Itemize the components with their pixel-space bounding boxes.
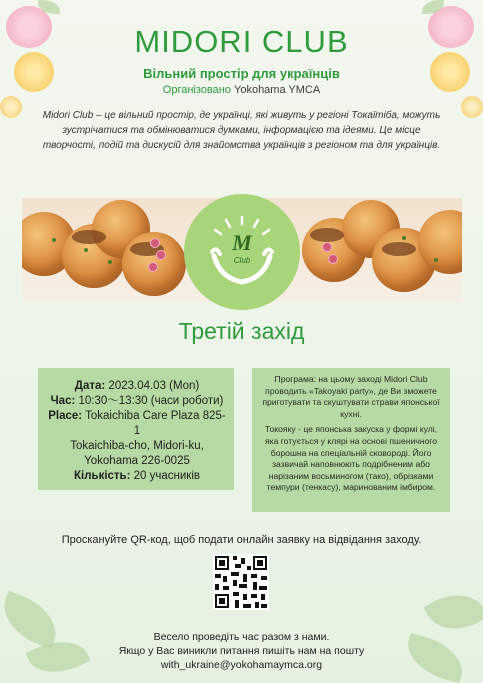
club-logo bbox=[184, 194, 300, 310]
yellow-flower-decoration bbox=[461, 96, 483, 118]
date-label: Дата: bbox=[74, 380, 106, 392]
footer-line-1: Весело проведіть час разом з нами. bbox=[153, 631, 330, 643]
place-line-1: Tokaichiba Care Plaza 825-1 bbox=[85, 410, 226, 437]
count-row bbox=[46, 469, 228, 484]
event-details-box bbox=[38, 368, 234, 490]
qr-instruction: Проскануйте QR-код, щоб подати онлайн заявку на відвідання заходу. bbox=[61, 534, 422, 546]
club-title: MIDORI CLUB bbox=[134, 24, 349, 59]
hands-logo-icon bbox=[206, 216, 278, 288]
time-label: Час: bbox=[50, 395, 76, 407]
contact-email[interactable]: with_ukraine@yokohamaymca.org bbox=[160, 659, 323, 671]
organizer-line bbox=[0, 84, 483, 96]
date-value: 2023.04.03 (Mon) bbox=[108, 380, 200, 392]
footer-line-2: Якщо у Вас виникли питання пишіть нам на пошту bbox=[118, 645, 365, 657]
program-box bbox=[252, 368, 450, 512]
logo-word: Club bbox=[233, 256, 251, 265]
place-line-2: Tokaichiba-cho, Midori-ku, bbox=[70, 440, 204, 452]
logo-letter: M bbox=[232, 230, 252, 255]
date-row bbox=[46, 379, 228, 394]
program-paragraph-1: Програма: на цьому заході Midori Club проводить «Takoyaki party», де Ви зможете приготувати та скуштувати страви японської кухні. bbox=[262, 374, 440, 419]
time-row bbox=[46, 394, 228, 409]
club-subtitle: Вільний простір для українців bbox=[143, 66, 340, 81]
organizer-prefix: Організовано bbox=[162, 84, 234, 96]
footer bbox=[0, 630, 483, 672]
place-row bbox=[46, 409, 228, 439]
place-label: Place: bbox=[48, 410, 83, 422]
count-value: 20 учасників bbox=[133, 470, 201, 482]
time-value: 10:30〜13:30 (часи роботи) bbox=[78, 395, 224, 407]
count-label: Кількість: bbox=[73, 470, 131, 482]
registration-qr-code[interactable] bbox=[213, 554, 269, 610]
program-paragraph-2: Токояку - це японська закуска у формі кулі, яка готується у клярі на основі пшеничного борошна на спеціальній сковороді. Його зазвичай наповнюють подрібненим або нарізаним восьминогом (тако), обрізками темпури (тенкасу), маринованим імбиром. bbox=[264, 424, 438, 493]
place-line-3: Yokohama 226-0025 bbox=[84, 455, 190, 467]
organizer-name: Yokohama YMCA bbox=[234, 84, 321, 96]
event-title: Третій захід bbox=[178, 318, 305, 344]
yellow-flower-decoration bbox=[0, 96, 22, 118]
intro-text: Midori Club – це вільний простір, де українці, які живуть у регіоні Токаїтіба, можуть зустрічатися та обмінюватися думками, інформацією та ідеями. Це місце творчості, подій та дискусій для знайомства українців з регіоном та для українців. bbox=[42, 110, 441, 151]
